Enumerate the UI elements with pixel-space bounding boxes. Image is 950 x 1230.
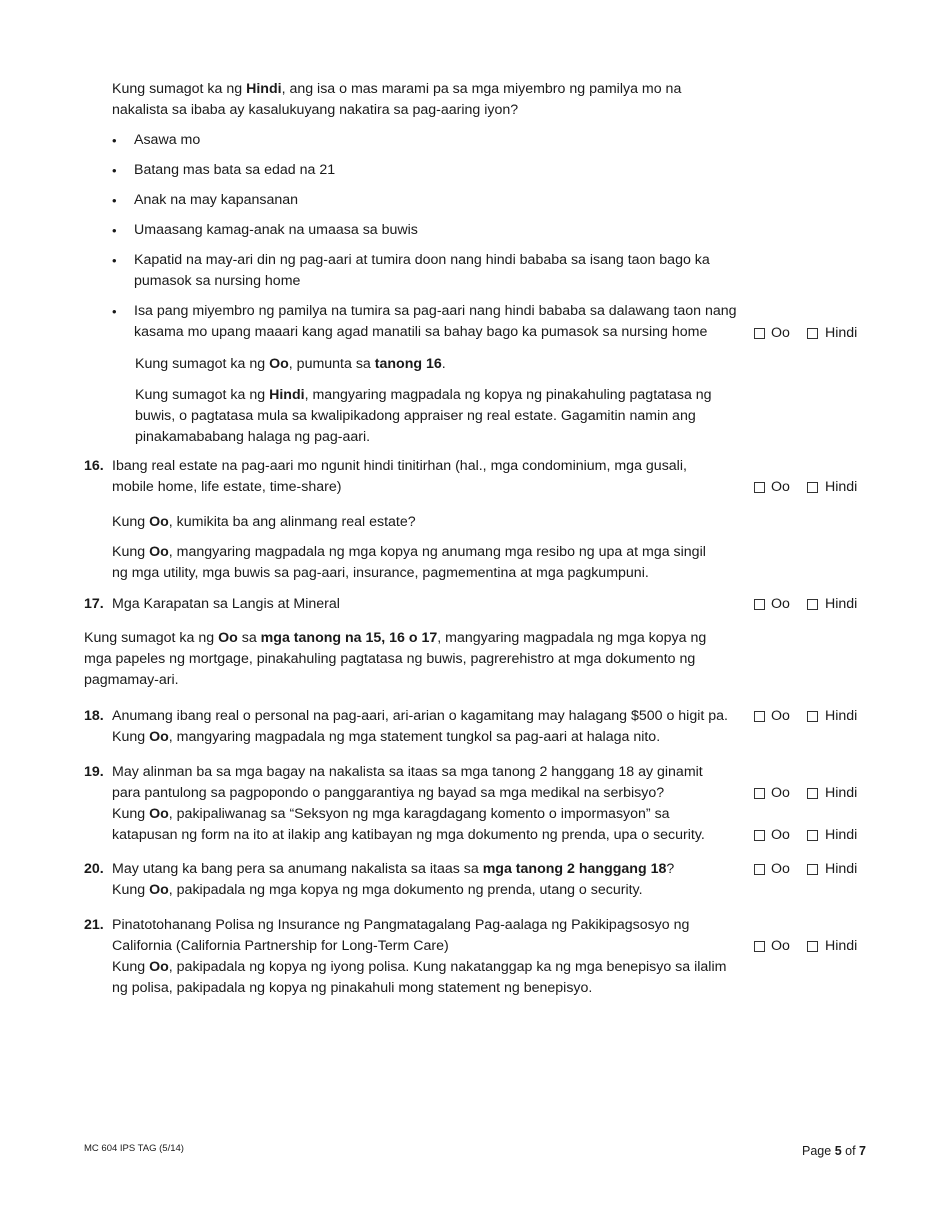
- yes-label: Oo: [771, 938, 790, 954]
- list-item: • Batang mas bata sa edad na 21: [112, 160, 752, 181]
- q21-yes-checkbox[interactable]: [754, 941, 765, 952]
- q17-no-checkbox[interactable]: [807, 599, 818, 610]
- list-item: • Anak na may kapansanan: [112, 190, 752, 211]
- yes-label: Oo: [771, 827, 790, 843]
- q17-yes-checkbox[interactable]: [754, 599, 765, 610]
- no-label: Hindi: [825, 861, 858, 877]
- no-label: Hindi: [825, 596, 858, 612]
- no-label: Hindi: [825, 785, 858, 801]
- no-checkbox[interactable]: [807, 328, 818, 339]
- yes-label: Oo: [771, 708, 790, 724]
- question-number: 18.: [84, 708, 104, 724]
- q20-no-checkbox[interactable]: [807, 864, 818, 875]
- q15-17-instruction: Kung sumagot ka ng Oo sa mga tanong na 15, 16 o 17, mangyaring magpadala ng mga kopya ng mga papeles ng mortgage, pinakahuling pagtatasa ng buwis, pagrerehistro at mga dokumento ng pagmamay-ari.: [84, 630, 707, 688]
- yes-label: Oo: [771, 325, 790, 341]
- q18-yes-checkbox[interactable]: [754, 711, 765, 722]
- q19b-no-checkbox[interactable]: [807, 830, 818, 841]
- question-21-text: Pinatotohanang Polisa ng Insurance ng Pangmatagalang Pag-aalaga ng Pakikipagsosyo ng California (California Partnership for Long-Term Care) Kung Oo, pakipadala ng kopya ng iyong polisa. Kung nakatanggap ka ng mga benepisyo sa ilalim ng polisa, pakipadala ng kopya ng pinakahuli mong statement ng benepisyo.: [112, 917, 727, 996]
- yes-label: Oo: [771, 479, 790, 495]
- list-item: • Asawa mo: [112, 130, 752, 151]
- no-label: Hindi: [825, 827, 858, 843]
- q21-no-checkbox[interactable]: [807, 941, 818, 952]
- list-item: • Kapatid na may-ari din ng pag-aari at tumira doon nang hindi bababa sa isang taon bago ka pumasok sa nursing home: [112, 250, 730, 292]
- yes-label: Oo: [771, 596, 790, 612]
- question-17-text: Mga Karapatan sa Langis at Mineral: [112, 596, 340, 612]
- q16-no-checkbox[interactable]: [807, 482, 818, 493]
- no-label: Hindi: [825, 325, 858, 341]
- q19-no-checkbox[interactable]: [807, 788, 818, 799]
- no-label: Hindi: [825, 479, 858, 495]
- no-label: Hindi: [825, 938, 858, 954]
- question-16-text: Ibang real estate na pag-aari mo ngunit hindi tinitirhan (hal., mga condominium, mga gusali, mobile home, life estate, time-share): [112, 458, 687, 495]
- no-label: Hindi: [825, 708, 858, 724]
- question-number: 17.: [84, 596, 104, 612]
- question-20-text: May utang ka bang pera sa anumang nakalista sa itaas sa mga tanong 2 hanggang 18? Kung Oo, pakipadala ng mga kopya ng mga dokumento ng prenda, utang o security.: [112, 861, 675, 898]
- q16-income-question: Kung Oo, kumikita ba ang alinmang real estate?: [112, 514, 416, 530]
- yes-checkbox[interactable]: [754, 328, 765, 339]
- q18-options: [754, 706, 874, 727]
- q16-yes-checkbox[interactable]: [754, 482, 765, 493]
- form-id: MC 604 IPS TAG (5/14): [84, 1143, 184, 1154]
- yes-label: Oo: [771, 785, 790, 801]
- question-number: 20.: [84, 861, 104, 877]
- q20-options: [754, 859, 874, 880]
- q19-secondary-options: [754, 825, 874, 846]
- q19-yes-checkbox[interactable]: [754, 788, 765, 799]
- intro-question: Kung sumagot ka ng Hindi, ang isa o mas marami pa sa mga miyembro ng pamilya mo na nakalista sa ibaba ay kasalukuyang nakatira sa pag-aaring iyon?: [112, 81, 682, 118]
- q19b-yes-checkbox[interactable]: [754, 830, 765, 841]
- oo-instruction: Kung sumagot ka ng Oo, pumunta sa tanong 16.: [135, 356, 446, 372]
- list-item: • Isa pang miyembro ng pamilya na tumira sa pag-aari nang hindi bababa sa dalawang taon nang kasama mo upang maaari kang agad manatili sa bahay bago ka pumasok sa nursing home: [112, 301, 744, 343]
- family-member-list: [112, 130, 752, 352]
- list-item: • Umaasang kamag-anak na umaasa sa buwis: [112, 220, 752, 241]
- page-indicator: Page 5 of 7: [802, 1144, 866, 1158]
- q16-documents-note: Kung Oo, mangyaring magpadala ng mga kopya ng anumang mga resibo ng upa at mga singil ng mga utility, mga buwis sa pag-aari, insurance, pagmementina at mga pagkumpuni.: [112, 544, 706, 581]
- question-number: 19.: [84, 764, 104, 780]
- question-19-text: May alinman ba sa mga bagay na nakalista sa itaas sa mga tanong 2 hanggang 18 ay ginamit para pantulong sa pagpopondo o panggarantiya ng bayad sa mga medikal na serbisyo? Kung Oo, pakipaliwanag sa “Seksyon ng mga karagdagang komento o impormasyon” sa katapusan ng form na ito at ilakip ang katibayan ng mga dokumento ng prenda, upa o security.: [112, 764, 705, 843]
- hindi-instruction: Kung sumagot ka ng Hindi, mangyaring magpadala ng kopya ng pinakahuling pagtatasa ng buwis, o pagtatasa mula sa kwalipikadong appraiser ng real estate. Gagamitin namin ang pinakamababang halaga ng pag-aari.: [135, 387, 712, 445]
- q19-options: [754, 783, 874, 804]
- family-occupant-options: [754, 323, 874, 344]
- yes-label: Oo: [771, 861, 790, 877]
- q17-options: [754, 594, 874, 615]
- question-18-text: Anumang ibang real o personal na pag-aari, ari-arian o kagamitang may halagang $500 o higit pa. Kung Oo, mangyaring magpadala ng mga statement tungkol sa pag-aari at halaga nito.: [112, 708, 728, 745]
- question-number: 21.: [84, 917, 104, 933]
- q20-yes-checkbox[interactable]: [754, 864, 765, 875]
- question-number: 16.: [84, 458, 104, 474]
- q16-options: [754, 477, 874, 498]
- q18-no-checkbox[interactable]: [807, 711, 818, 722]
- q21-options: [754, 936, 874, 957]
